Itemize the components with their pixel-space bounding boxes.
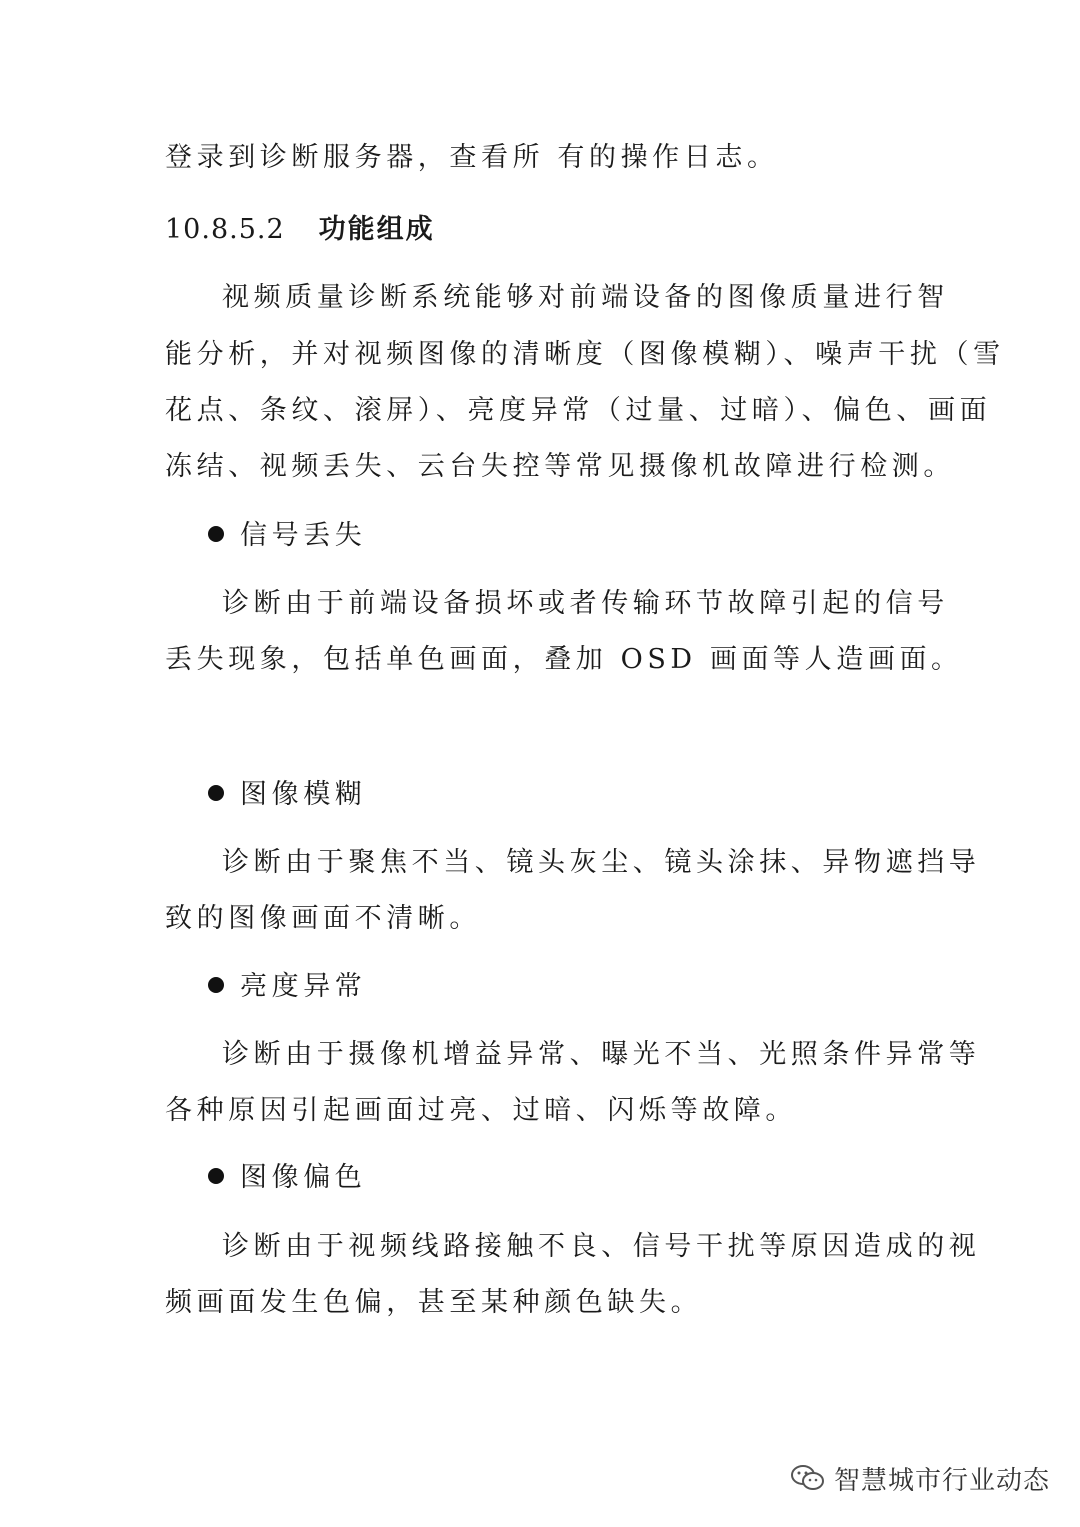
bullet-title: 图像偏色 [240, 1162, 367, 1193]
bullet-dot-icon [208, 977, 224, 993]
overview-line: 冻结、视频丢失、云台失控等常见摄像机故障进行检测。 [165, 451, 955, 482]
item-desc-line: 诊断由于前端设备损坏或者传输环节故障引起的信号 [222, 588, 949, 619]
bullet-item-image-blur [208, 777, 366, 813]
bullet-dot-icon [208, 526, 224, 542]
item-desc-line: 各种原因引起画面过亮、过暗、闪烁等故障。 [165, 1095, 797, 1126]
bullet-item-brightness [208, 969, 366, 1005]
item-desc-line: 诊断由于视频线路接触不良、信号干扰等原因造成的视 [222, 1231, 981, 1262]
section-title: 功能组成 [318, 214, 435, 245]
bullet-title: 亮度异常 [240, 971, 367, 1002]
overview-line: 能分析，并对视频图像的清晰度（图像模糊）、噪声干扰（雪 [165, 339, 1005, 370]
item-desc-line: 诊断由于聚焦不当、镜头灰尘、镜头涂抹、异物遮挡导 [222, 847, 981, 878]
item-desc-line: 频画面发生色偏，甚至某种颜色缺失。 [165, 1287, 703, 1318]
overview-line: 花点、条纹、滚屏）、亮度异常（过量、过暗）、偏色、画面 [165, 395, 992, 426]
overview-line: 视频质量诊断系统能够对前端设备的图像质量进行智 [222, 282, 949, 313]
section-heading [165, 212, 435, 248]
bullet-item-color-cast [208, 1160, 366, 1196]
item-desc-line: 诊断由于摄像机增益异常、曝光不当、光照条件异常等 [222, 1039, 981, 1070]
watermark-text: 智慧城市行业动态 [834, 1465, 1051, 1496]
bullet-dot-icon [208, 785, 224, 801]
intro-tail-line: 登录到诊断服务器，查看所 有的操作日志。 [165, 142, 779, 173]
item-desc-line: 致的图像画面不清晰。 [165, 903, 481, 934]
bullet-item-signal-loss [208, 518, 366, 554]
bullet-title: 信号丢失 [240, 520, 367, 551]
wechat-icon [790, 1463, 826, 1493]
watermark [790, 1458, 1050, 1498]
item-desc-line: 丢失现象，包括单色画面，叠加 OSD 画面等人造画面。 [165, 644, 963, 675]
section-number: 10.8.5.2 [165, 214, 285, 245]
bullet-title: 图像模糊 [240, 779, 367, 810]
bullet-dot-icon [208, 1168, 224, 1184]
